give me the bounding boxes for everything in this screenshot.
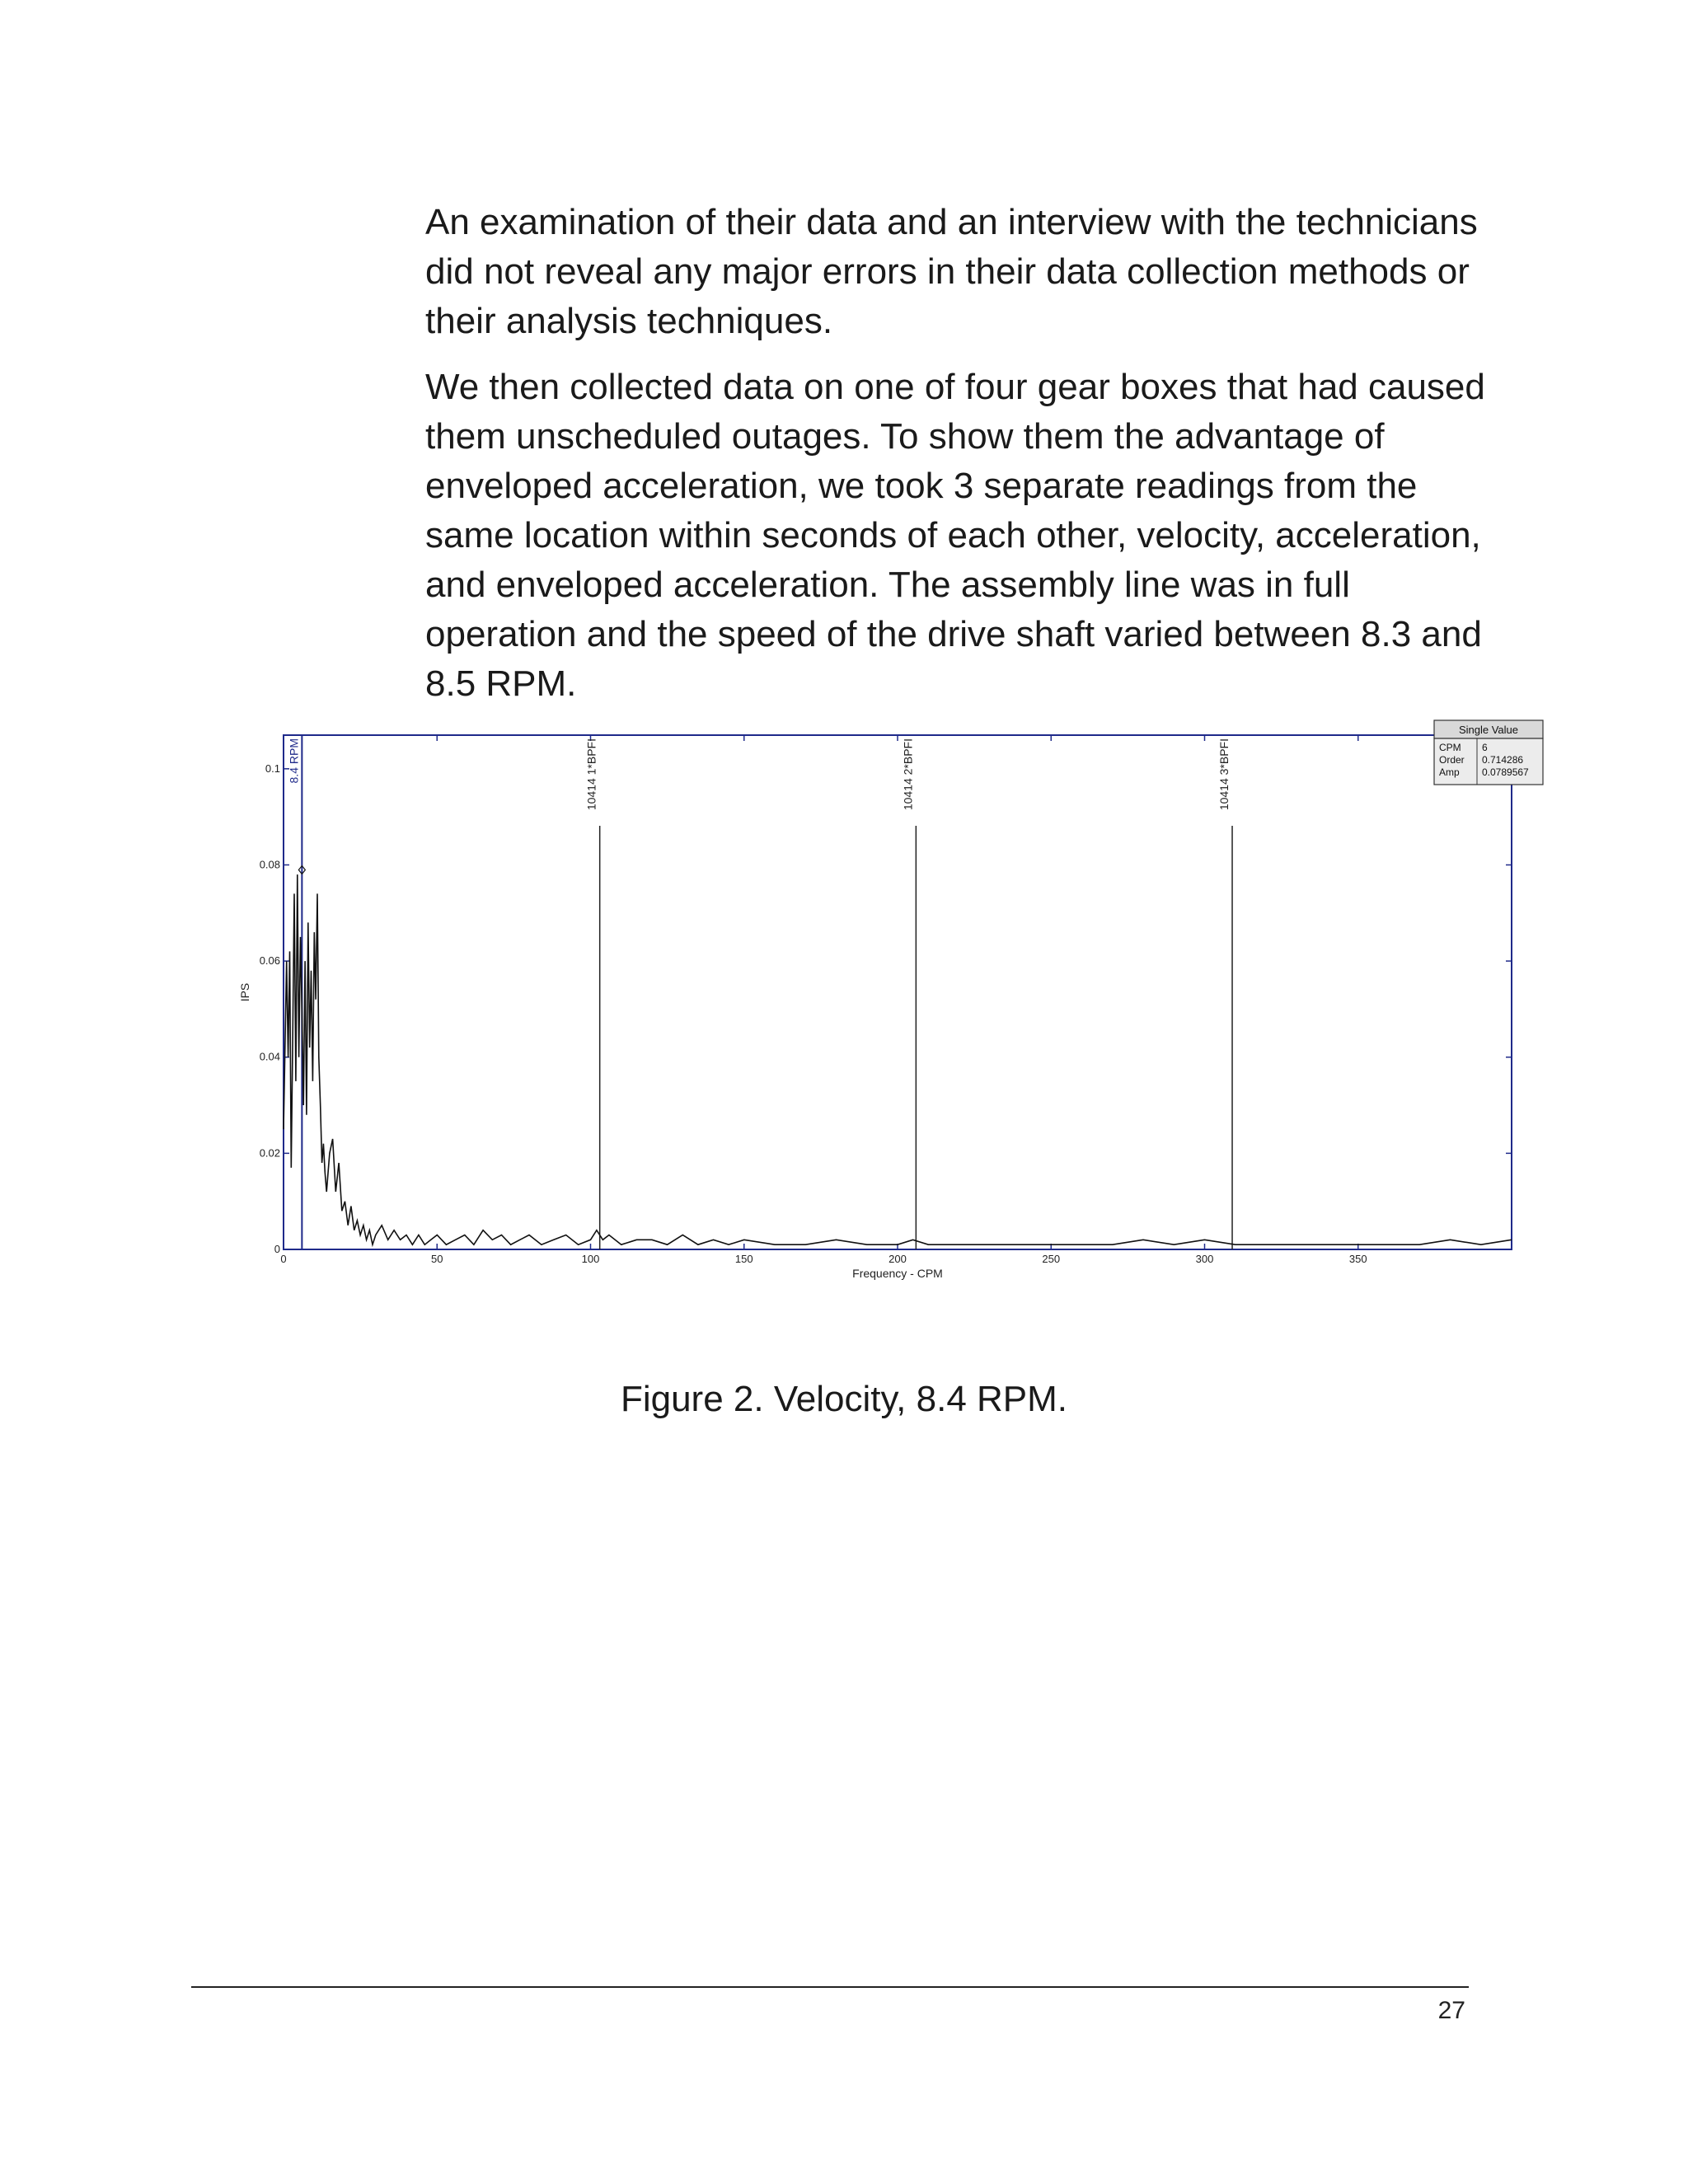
y-tick-label: 0.08 <box>259 858 280 871</box>
x-tick-label: 200 <box>889 1253 907 1265</box>
marker-label: 8.4 RPM <box>287 738 301 784</box>
y-tick-label: 0.04 <box>259 1050 280 1063</box>
single-value-title: Single Value <box>1458 724 1519 736</box>
single-value-key: Amp <box>1439 766 1460 778</box>
single-value-key: Order <box>1439 754 1465 766</box>
plot-frame <box>284 735 1512 1249</box>
y-tick-label: 0.02 <box>259 1146 280 1160</box>
x-tick-label: 300 <box>1195 1253 1214 1265</box>
page-number: 27 <box>1437 1997 1465 2024</box>
marker-label: 10414 1*BPFI <box>584 738 598 811</box>
y-tick-label: 0.1 <box>265 762 280 775</box>
marker-label: 10414 2*BPFI <box>901 738 915 811</box>
single-value-val: 0.714286 <box>1482 754 1524 766</box>
footer-rule <box>191 1986 1469 1988</box>
y-tick-label: 0.06 <box>259 954 280 968</box>
y-tick-label: 0 <box>274 1243 280 1255</box>
body-paragraph-1: An examination of their data and an interview with the technicians did not reveal any major errors in their data collection methods or their analysis techniques. <box>425 202 1478 341</box>
figure-caption: Figure 2. Velocity, 8.4 RPM. <box>620 1379 1068 1419</box>
x-tick-label: 150 <box>734 1253 753 1265</box>
x-tick-label: 250 <box>1042 1253 1061 1265</box>
velocity-spectrum-chart <box>231 717 1566 1310</box>
body-paragraph-2: We then collected data on one of four gear boxes that had caused them unscheduled outages. To show them the advantage of enveloped acceleration, we took 3 separate readings from the same location within seconds of each other, velocity, acceleration, and enveloped acceleration. The assembly line was in full operation and the speed of the drive shaft varied between 8.3 and 8.5 RPM. <box>425 367 1485 704</box>
single-value-val: 6 <box>1482 742 1488 753</box>
marker-label: 10414 3*BPFI <box>1217 738 1231 811</box>
single-value-key: CPM <box>1439 742 1461 753</box>
x-tick-label: 50 <box>431 1253 443 1265</box>
y-axis-label: IPS <box>238 982 251 1002</box>
x-axis-label: Frequency - CPM <box>852 1267 943 1280</box>
single-value-val: 0.0789567 <box>1482 766 1529 778</box>
x-tick-label: 350 <box>1348 1253 1367 1265</box>
x-tick-label: 0 <box>280 1253 287 1265</box>
x-tick-label: 100 <box>581 1253 600 1265</box>
